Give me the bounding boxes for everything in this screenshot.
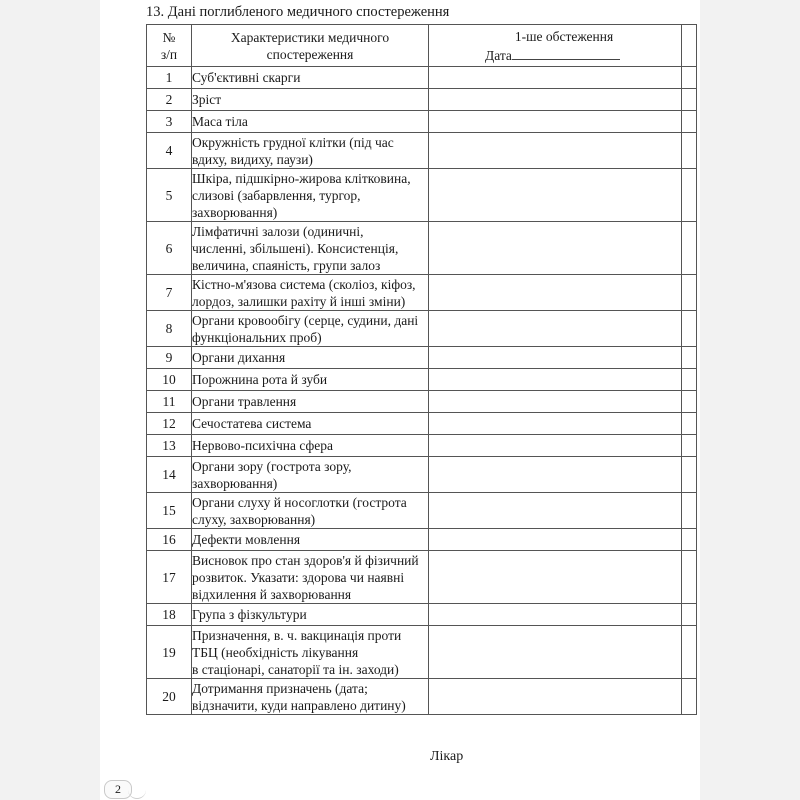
row-characteristic: Органи слуху й носоглотки (гострота слуху, захворювання) <box>192 493 429 529</box>
row-number: 20 <box>147 679 192 715</box>
next-exam-cell[interactable] <box>682 551 697 604</box>
row-characteristic: Органи травлення <box>192 391 429 413</box>
row-number: 17 <box>147 551 192 604</box>
first-exam-cell[interactable] <box>429 529 682 551</box>
first-exam-cell[interactable] <box>429 604 682 626</box>
table-row <box>147 111 697 133</box>
row-number: 14 <box>147 457 192 493</box>
next-exam-cell[interactable] <box>682 311 697 347</box>
first-exam-title: 1-ше обстеження <box>514 28 614 44</box>
next-exam-cell[interactable] <box>682 133 697 169</box>
row-characteristic: Маса тіла <box>192 111 429 133</box>
next-exam-cell[interactable] <box>682 413 697 435</box>
first-exam-cell[interactable] <box>429 133 682 169</box>
row-characteristic: Порожнина рота й зуби <box>192 369 429 391</box>
table-row <box>147 604 697 626</box>
row-characteristic: Органи кровообігу (серце, судини, дані функціональних проб) <box>192 311 429 347</box>
row-number: 1 <box>147 67 192 89</box>
first-exam-cell[interactable] <box>429 169 682 222</box>
row-number: 18 <box>147 604 192 626</box>
first-exam-cell[interactable] <box>429 89 682 111</box>
next-exam-cell[interactable] <box>682 529 697 551</box>
header-number: № з/п <box>147 25 192 67</box>
next-exam-cell[interactable] <box>682 275 697 311</box>
row-number: 4 <box>147 133 192 169</box>
table-row <box>147 679 697 715</box>
row-number: 7 <box>147 275 192 311</box>
table-row <box>147 275 697 311</box>
exam-date-label: Дата <box>485 47 512 63</box>
table-row <box>147 311 697 347</box>
row-number: 10 <box>147 369 192 391</box>
row-characteristic: Зріст <box>192 89 429 111</box>
first-exam-cell[interactable] <box>429 435 682 457</box>
table-row <box>147 67 697 89</box>
first-exam-cell[interactable] <box>429 67 682 89</box>
row-number: 5 <box>147 169 192 222</box>
table-body <box>147 67 697 715</box>
next-exam-cell[interactable] <box>682 493 697 529</box>
row-characteristic: Суб'єктивні скарги <box>192 67 429 89</box>
row-number: 2 <box>147 89 192 111</box>
next-exam-cell[interactable] <box>682 67 697 89</box>
row-number: 8 <box>147 311 192 347</box>
page-number: 2 <box>104 780 132 799</box>
section-title: 13. Дані поглибленого медичного спостереження <box>146 4 450 20</box>
next-exam-cell[interactable] <box>682 369 697 391</box>
row-number: 19 <box>147 626 192 679</box>
row-characteristic: Органи дихання <box>192 347 429 369</box>
row-characteristic: Нервово-психічна сфера <box>192 435 429 457</box>
first-exam-cell[interactable] <box>429 311 682 347</box>
row-characteristic: Дотримання призначень (дата; відзначити, куди направлено дитину) <box>192 679 429 715</box>
next-exam-cell[interactable] <box>682 111 697 133</box>
header-next-exam-cut <box>682 25 697 67</box>
next-exam-cell[interactable] <box>682 89 697 111</box>
table-row <box>147 435 697 457</box>
table-row <box>147 413 697 435</box>
exam-date-blank[interactable] <box>512 45 620 60</box>
row-characteristic: Дефекти мовлення <box>192 529 429 551</box>
row-characteristic: Лімфатичні залози (одиничні, численні, збільшені). Консистенція, величина, спаяність, групи залоз <box>192 222 429 275</box>
row-characteristic: Кістно-м'язова система (сколіоз, кіфоз, лордоз, залишки рахіту й інші зміни) <box>192 275 429 311</box>
table-row <box>147 626 697 679</box>
first-exam-cell[interactable] <box>429 413 682 435</box>
row-number: 15 <box>147 493 192 529</box>
table-row <box>147 529 697 551</box>
next-exam-cell[interactable] <box>682 604 697 626</box>
first-exam-cell[interactable] <box>429 679 682 715</box>
first-exam-cell[interactable] <box>429 551 682 604</box>
row-number: 9 <box>147 347 192 369</box>
first-exam-cell[interactable] <box>429 275 682 311</box>
row-characteristic: Група з фізкультури <box>192 604 429 626</box>
next-exam-cell[interactable] <box>682 679 697 715</box>
header-first-exam <box>429 25 682 67</box>
table-row <box>147 222 697 275</box>
first-exam-cell[interactable] <box>429 457 682 493</box>
next-exam-cell[interactable] <box>682 347 697 369</box>
first-exam-cell[interactable] <box>429 369 682 391</box>
table-row <box>147 347 697 369</box>
row-characteristic: Сечостатева система <box>192 413 429 435</box>
first-exam-cell[interactable] <box>429 391 682 413</box>
row-number: 11 <box>147 391 192 413</box>
table-row <box>147 369 697 391</box>
next-exam-cell[interactable] <box>682 626 697 679</box>
first-exam-cell[interactable] <box>429 222 682 275</box>
medical-observation-table <box>146 24 697 715</box>
doctor-signature-label: Лікар <box>430 749 464 764</box>
table-row <box>147 133 697 169</box>
row-number: 13 <box>147 435 192 457</box>
next-exam-cell[interactable] <box>682 457 697 493</box>
exam-date-field[interactable] <box>429 45 681 64</box>
next-exam-cell[interactable] <box>682 435 697 457</box>
table-row <box>147 89 697 111</box>
next-exam-cell[interactable] <box>682 222 697 275</box>
row-characteristic: Шкіра, підшкірно-жирова клітковина, слизові (забарвлення, тургор, захворювання) <box>192 169 429 222</box>
row-number: 16 <box>147 529 192 551</box>
row-characteristic: Висновок про стан здоров'я й фізичний розвиток. Указати: здорова чи наявні відхилення й захворювання <box>192 551 429 604</box>
table-row <box>147 493 697 529</box>
first-exam-cell[interactable] <box>429 493 682 529</box>
table-row <box>147 169 697 222</box>
next-exam-cell[interactable] <box>682 169 697 222</box>
table-row <box>147 457 697 493</box>
row-characteristic: Окружність грудної клітки (під час вдиху, видиху, паузи) <box>192 133 429 169</box>
table-row <box>147 391 697 413</box>
table-header-row <box>147 25 697 67</box>
row-number: 6 <box>147 222 192 275</box>
first-exam-cell[interactable] <box>429 111 682 133</box>
row-number: 3 <box>147 111 192 133</box>
row-characteristic: Органи зору (гострота зору, захворювання) <box>192 457 429 493</box>
next-exam-cell[interactable] <box>682 391 697 413</box>
first-exam-cell[interactable] <box>429 347 682 369</box>
row-number: 12 <box>147 413 192 435</box>
table-row <box>147 551 697 604</box>
first-exam-cell[interactable] <box>429 626 682 679</box>
row-characteristic: Призначення, в. ч. вакцинація проти ТБЦ (необхідність лікування в стаціонарі, санаторії та ін. заходи) <box>192 626 429 679</box>
header-characteristics: Характеристики медичного спостереження <box>192 25 429 67</box>
